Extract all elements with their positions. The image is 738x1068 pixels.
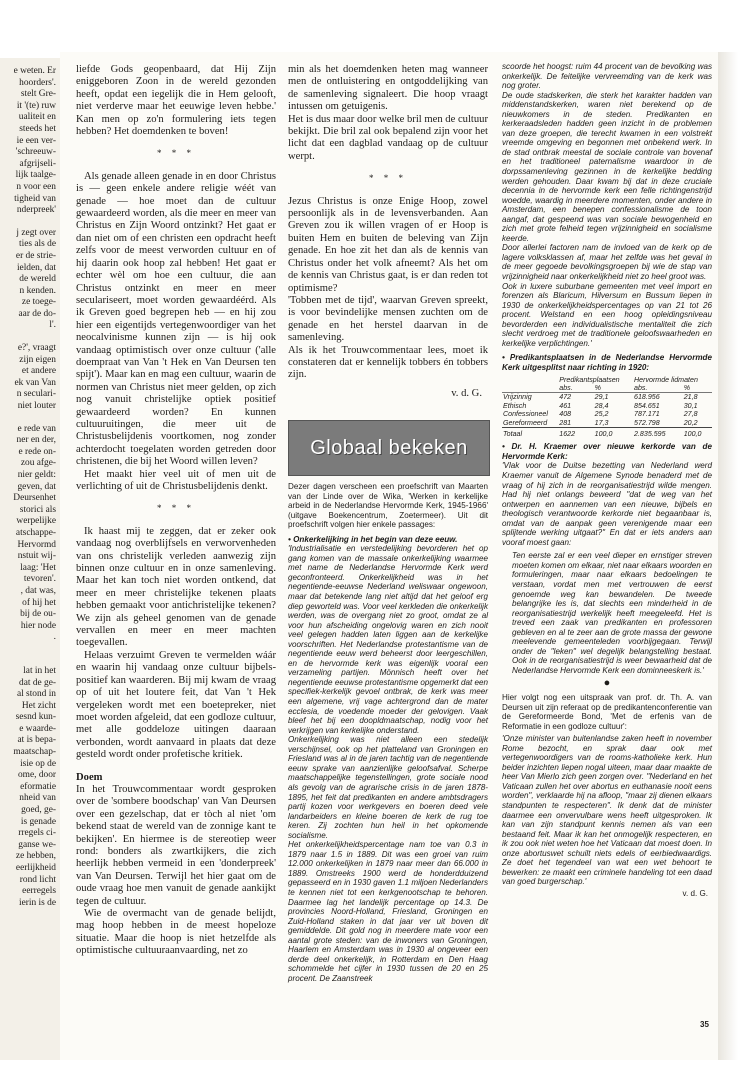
table-cell: 854.651 (634, 401, 660, 410)
statistics-table (502, 376, 712, 439)
quote-paragraph: Onkerkelijking was niet alleen een stedelijk verschijnsel, ook op het platteland van Groningen en Friesland was al in de jaren tachtig van de negentiende eeuw sprake van aanzienlijke geloofsafval. Scherpe maatschappelijke tegenstellingen, grote sociale nood als gevolg van de agrarische crisis in de jaren 1878-1895, het feit dat predikanten en andere ambtsdragers partij kozen voor werkgevers en boeren deed vele landarbeiders en kleine boeren de kerk de rug toe keren. Zij zochten hun heil in het opkomende socialisme. (288, 735, 488, 840)
fragment-line: n seculari- (16, 389, 56, 400)
section-banner (288, 420, 490, 476)
fragment-line: steeds het (19, 123, 56, 134)
fragment-line: is genade (20, 816, 56, 827)
fragment-line: goed, ge- (21, 805, 56, 816)
fragment-line: tevoren'. (23, 574, 56, 585)
table-header: abs. (633, 384, 683, 393)
table-header: abs. (558, 384, 593, 393)
table-cell: 20,2 (683, 418, 698, 427)
table-cell: Ethisch (503, 401, 527, 410)
table-cell: 17,3 (594, 418, 609, 427)
page-edge (718, 52, 738, 1060)
paragraph: Het is dus maar door welke bril men de cultuur bekijkt. Die bril zal ook bepalend zijn voor het licht dat een dagblad vandaag op de cultuur werpt. (288, 113, 488, 162)
table-cell: 787.171 (634, 410, 660, 419)
fragment-line: dat de ge- (19, 677, 56, 688)
table-cell: 1622 (558, 427, 593, 438)
fragment-line: at is bepa- (17, 735, 56, 746)
paragraph: Hier volgt nog een uitspraak van prof. dr. Th. A. van Deursen uit zijn referaat op de predikantenconferentie van de Gereformeerde Bond, 'Met de erfenis van de Reformatie in een godloze cultuur': (502, 693, 712, 731)
fragment-line: e rede van (17, 423, 56, 434)
table-group-header-row (502, 376, 712, 384)
table-cell: 472 (559, 393, 572, 402)
fragment-line: ome, door (17, 770, 56, 781)
left-fragments-group-3 (0, 343, 60, 413)
fragment-line: ie een ver- (16, 135, 56, 146)
paragraph: Als ik het Trouwcommentaar lees, moet ik constateren dat er kennelijk tobbers én tobbers zijn. (288, 344, 488, 381)
table-cell: 281 (559, 418, 572, 427)
left-fragments-group-2 (0, 228, 60, 332)
fragment-line: ganse we- (18, 839, 56, 850)
fragment-line: tigheid van (14, 193, 56, 204)
table-cell: Confessioneel (503, 410, 548, 419)
section-separator: * * * (369, 173, 407, 184)
fragment-line: sesnd kun- (15, 712, 56, 723)
fragment-line: de wereld (19, 274, 56, 285)
table-cell: Totaal (502, 427, 558, 438)
table-cell: 618.956 (634, 393, 660, 402)
fragment-line: 'schreeuw- (15, 147, 56, 158)
fragment-line: maatschap- (13, 747, 56, 758)
fragment-line: of hij het (22, 597, 56, 608)
table-cell: 29,1 (594, 393, 609, 402)
fragment-line: Deursenhet (13, 493, 56, 504)
table-row (502, 402, 712, 410)
fragment-line: nderpreek' (16, 205, 56, 216)
fragment-line: e weten. Er (13, 66, 56, 76)
fragment-line: eformatie (20, 781, 56, 792)
table-row (502, 410, 712, 418)
table-cell: 2.835.595 (633, 427, 683, 438)
page-number: 35 (700, 1020, 709, 1029)
table-cell: Vrijzinnig (503, 393, 532, 402)
fragment-line: n voor een (16, 181, 56, 192)
fragment-line: ek van Van (14, 377, 56, 388)
paragraph: Ik haast mij te zeggen, dat er zeker ook vandaag nog overblijfsels en verworvenheden van ons christelijk verleden aanwezig zijn binnen onze cultuur en in onze samenleving. Maar het kan toch niet worden ontkend, dat meer en meer christelijke tekenen plaats hebben gemaakt voor antichristelijke tekenen? We zijn als geheel genomen van de genade vervallen en meer en meer machten toegevallen. (76, 525, 276, 649)
fragment-line: niet louter (17, 401, 56, 412)
intro-paragraph: Dezer dagen verscheen een proefschrift van Maarten van der Linde over de Wika, 'Werken in kerkelijke arbeid in de Nederlandse Hervormde Kerk, 1945-1966' (uitgave Boekencentrum, Zoetermeer). Uit dit proefschrift volgen hier enkele passages: (288, 482, 488, 530)
fragment-line: j zegt over (16, 227, 56, 238)
table-subheader-row (502, 384, 712, 393)
fragment-line: e?', vraagt (17, 343, 56, 354)
fragment-line: nheid van (19, 793, 56, 804)
table-header: % (683, 384, 712, 393)
fragment-line: ielden, dat (16, 262, 56, 273)
quote-paragraph: Door allerlei factoren nam de invloed van de kerk op de lagere volksklassen af, maar het zelfde was het geval in de meer gegoede bevolkingsgroepen bij wie de stap van vrijzinnigheid naar onkerkelijkheid niet zo heel groot was. (502, 243, 712, 282)
table-cell: Gereformeerd (503, 418, 548, 427)
fragment-line: geven, dat (17, 481, 56, 492)
section-separator: * * * (157, 148, 195, 159)
left-fragments-group-1 (0, 58, 60, 217)
table-cell: 25,2 (594, 410, 609, 419)
fragment-line: hier node (20, 620, 56, 631)
fragment-line: aar de do- (18, 308, 56, 319)
fragment-line: e waarde- (19, 723, 56, 734)
block-quote: Ten eerste zal er een veel dieper en ernstiger streven moeten komen om elkaar, niet naar elkaars woorden en formuleringen, maar naar elkaars bedoelingen te verstaan, vordat men met vertrouwen de eerst genoemde weg kan bewandelen. De tweede belangrijke les is, dat slechts een minderheid in de reorganisatiestrijd werkelijk heeft meegeleefd. Het is treved een zaak van predikanten en professoren gebleven en al te zeer aan de grote massa der gewone meelevende gemeenteleden voorbijgegaan. Terwijl onder de "leken" wel degelijk belangstelling bestaat. Ook in de reorganisatiestrijd is weer bewaarheid dat de Nederlandse Hervormde Kerk een dominneeskerk is.' (512, 551, 712, 675)
fragment-line: Hervormd (17, 539, 56, 550)
table-cell: 100,0 (594, 427, 633, 438)
fragment-line: n kenden. (19, 285, 56, 296)
fragment-line: storici als (19, 504, 56, 515)
fragment-line: . (53, 632, 56, 643)
left-page-fragment (0, 58, 62, 1060)
fragment-line: lat in het (23, 665, 56, 676)
fragment-line: werpelijke (16, 516, 56, 527)
fragment-line: ierin is de (19, 897, 56, 908)
fragment-line: ze hebben, (15, 851, 56, 862)
table-cell: 100,0 (683, 427, 712, 438)
table-row (502, 393, 712, 402)
table-cell: 30,1 (683, 401, 698, 410)
fragment-line: l'. (49, 320, 56, 331)
fragment-line: ner en der, (16, 435, 56, 446)
fragment-line: al stond in (16, 689, 56, 700)
table-cell: 408 (559, 410, 572, 419)
quote-paragraph: scoorde het hoogst: ruim 44 procent van de bevolking was onkerkelijk. De feitelijke vervreemding van de kerk was nog groter. (502, 62, 712, 91)
quote-paragraph: 'Onze minister van buitenlandse zaken heeft in november Rome bezocht, en sprak daar ook met vertegenwoordigers van de rooms-katholieke kerk. Hun beider inzichten liepen nogal uiteen, maar daar maakte de heer Van Mierlo zich geen zorgen over. "Nederland en het Vaticaan zullen het over abortus en euthanasie nooit eens worden", verklaarde hij na afloop, "maar zij dienen elkaars standpunten te respecteren". Ik denk dat de minister daarmee een onvervulbare wens heeft uitgesproken. Ik kan van zijn standpunt kennis nemen als van een bestaand feit. Maar ik kan het onmogelijk respecteren, en ik zou ook niet weten hoe het Vaticaan dat moest doen. In onze abortuswet schuilt niets edels of eerbiedwaardigs. Ze doet het tegendeel van wat een wet behoort te bewerken: ze maakt een criminele handeling tot een daad van goed burgerschap.' (502, 734, 712, 887)
left-fragments-group-5 (0, 666, 60, 909)
paragraph: min als het doemdenken heten mag wanneer men de ontluistering en ontgoddelijking van de samenleving signaleert. Die hoop vraagt intussen om getuigenis. (288, 64, 488, 113)
fragment-line: afgrijseli- (19, 158, 56, 169)
quote-paragraph: 'Industrialisatie en verstedelijking bevorderen het op gang komen van de massale onkerkelijking waarmee met name de Nederlandse Hervormde Kerk werd geconfronteerd. Onkerkelijkheid was in het negentiende-eeuwse Nederland weliswaar ongewoon, maar dat betekende lang niet altijd dat het geloof erg diep geworteld was. Voor veel kerkleden die onkerkelijk werden, was de overgang niet zo groot, omdat ze al voor hun afscheiding ongelovig waren en zich nooit veel gelegen hadden laten liggen aan de kerkelijke voorschriften. Het Nederlandse protestantisme van de negentiende eeuw werd beheerst door leergeschillen, en de hervormde kerk was eigenlijk vooral een verzameling partijen. Mönnisch heeft over het negentiende eeuwse protestantisme opgemerkt dat een specifiek-kerkelijk gevoel ontbrak, de kerk was meer een algemene, vrij vage achtergrond dan de mater ecclesia, de voedende moeder der gelovigen. Vaak bleef het bij een doopldmaatschap, nodig voor het verkrijgen van kerkelijke onderstand. (288, 544, 488, 735)
globaal-bekeken-column-2 (502, 62, 712, 899)
subheading: • Onkerkelijking in het begin van deze eeuw. (288, 534, 458, 544)
fragment-line: bij de ou- (20, 609, 56, 620)
table-cell: 572.798 (634, 418, 660, 427)
quote-paragraph: 'Vlak voor de Duitse bezetting van Nederland werd Kraemer vanuit de Algemene Synode benaderd met de vraag of hij zich in de reorganisatiestrijd wilde mengen. Had hij niet onlangs beweerd "dat de weg van het ontwerpen en aannemen van een nieuwe, bijbels en theologisch verantwoorde kerkorde niet begaanbaar is, omdat van de aanpak geen verenigende maar een splijtende werking uitgaat?" En dat er iets anders aan vooraf moest gaan: (502, 461, 712, 547)
paragraph: In het Trouwcommentaar wordt gesproken over de 'sombere boodschap' van Van Deursen over een gezelschap, dat er tòch al niet 'om bekend staat de wereld van de zonnige kant te bekijken'. En hiermee is de stereotiep weer rond: bonders als zwartkijkers, die zich heerlijk hebben vermeid in een 'donderpreek' van Van Deursen. Terwijl het hier gaat om de oude vraag hoe men vanuit de genade aankijkt tegen de cultuur. (76, 783, 276, 907)
paragraph: liefde Gods geopenbaard, dat Hij Zijn eniggeboren Zoon in de wereld gezonden heeft, opdat een iegelijk die in Hem gelooft, niet verderve maar het eeuwige leven hebbe.' Kan men op zo'n formulering iets tegen hebben? Het doemdenken te boven! (76, 64, 276, 138)
section-separator: * * * (157, 503, 195, 514)
fragment-line: zijn eigen (19, 354, 56, 365)
fragment-line: e rede on- (18, 446, 56, 457)
fragment-line: lijk taalge- (15, 170, 56, 181)
table-header: Predikantsplaatsen (559, 375, 620, 384)
paragraph: Als genade alleen genade in en door Christus is — geen enkele andere religie wéét van genade — hoe moet dan de cultuur gewaardeerd worden, als die meer en meer van Christus en Zijn Woord ontzinkt? Het gaat er dan niet om of een christen een opdracht heeft zelfs voor de meest verworden cultuur en of hij daarin ook hoop zal hebben! Het gaat er echter wèl om hoe een cultuur, die aan Christus ontzinkt en meer en meer seculariseert, moet worden gewaardéérd. Als ik Greven goed begrepen heb — en hij zou hier een eigentijds vertegenwoordiger van het neocalvinisme kunnen zijn — is hij ook vandaag optimistisch over onze cultuur ('alle doempraat van Van 't Hek en Van Deursen ten spijt'). Maar kan en mag een cultuur, waarin de normen van Christus niet meer gelden, op zich nog vanuit christelijke optiek positief gewaardeerd worden? En kunnen cultuuruitingen, die meer uit de Christusbelijdenis voortkomen, nog zonder achterdocht toegelaten worden getreden door christenen, die bij het Woord willen leven? (76, 170, 276, 468)
fragment-line: isie op de (20, 758, 56, 769)
fragment-line: ualiteit en (18, 112, 56, 123)
fragment-line: stelt Gre- (20, 89, 56, 100)
author-signature: v. d. G. (451, 387, 482, 399)
quote-paragraph: Ook in luxere suburbane gemeenten met veel import en forenzen als Blaricum, Hilversum en Bussum liepen in 1930 de onkerkelijkheidspercentages op van 21 tot 26 procent. Welstand en een hoog opleidingsniveau bevorderden een individualistische mentaliteit die zich slecht verdroeg met de traditionele geloofswaarheden en kerkelijke verplichtingen.' (502, 281, 712, 348)
table-cell: 28,4 (594, 401, 609, 410)
table-total-row (502, 427, 712, 438)
globaal-bekeken-column (288, 482, 488, 983)
section-heading: Doem (76, 771, 103, 783)
bullet-separator: ● (603, 677, 611, 690)
quote-paragraph: Het onkerkelijkheidspercentage nam toe van 0.3 in 1879 naar 1.5 in 1889. Dit was een groei van ruim 12.000 onkerkelijken in 1879 naar meer dan 66.000 in 1889. Omstreeks 1900 werd de honderdduizend gepasseerd en in 1930 gaven 1.1 miljoen Nederlanders te kennen niet tot een kerkgenootschap te behoren. Daarmee lag het landelijk percentage op 14.3. De provincies Noord-Holland, Friesland, Groningen en Zuid-Holland staken in dat jaar ver uit boven dit gemiddelde. Dit gold nog in meerdere mate voor een aantal grote steden: van de inwoners van Groningen, Haarlem en Amsterdam was in 1930 al ongeveer een derde deel onkerkelijk, in Rotterdam en Den Haag schommelde het cijfer in 1930 tussen de 20 en 25 procent. De Zaanstreek (288, 840, 488, 983)
left-fragments-group-4 (0, 424, 60, 644)
quote-paragraph: De oude stadskerken, die sterk het karakter hadden van middenstandskerken, waren niet berekend op de nieuwkomers in de steden. Predikanten en kerkeraadsleden hadden geen inzicht in de problemen van deze groepen, die terecht kwamen in een volstrekt vreemde omgeving en begonnen met onbekend werk. In de stad ontbrak meestal de sociale controle van bovenaf en het traditioneel paternalisme waardoor in de dorpssamenleving gezinnen in de kerkelijke bedding werden gehouden. Daar kwam bij dat in deze cruciale decennia in de hervormde kerk een felle richtingenstrijd woedde, waardig in meerdere momenten, onder andere in Amsterdam, een benepen confessionalisme de toon aangaf, dat gespeend was van sociale bewogenheid en zich met grote felheid tegen vrijzinnigheid en socialisme keerde. (502, 90, 712, 243)
table-header: Hervormde lidmaten (634, 375, 698, 384)
fragment-line: atschappe- (15, 527, 56, 538)
fragment-line: zou afge- (20, 458, 56, 469)
table-cell: 27,8 (683, 410, 698, 419)
fragment-line: er de strie- (15, 250, 56, 261)
fragment-line: eerlijkheid (15, 863, 56, 873)
subheading: • Predikantsplaatsen in de Nederlandse Hervormde Kerk uitgesplitst naar richting in 1920: (502, 353, 712, 372)
fragment-line: laag: 'Het (20, 562, 56, 573)
fragment-line: hoorders'. (19, 77, 56, 88)
paragraph: Het maakt hier veel uit of men uit de verlichting of uit de Christusbelijdenis denkt. (76, 468, 276, 492)
fragment-line: rond licht (19, 874, 56, 885)
paragraph: Helaas verzuimt Greven te vermelden wáár en waarin hij vandaag onze cultuur bijbels-positief kan waarderen. Bij mij kwam de vraag op of uit het loutere feit, dat Van 't Hek vergeleken wordt met een boeteprеker, niet moet worden afgeleid, dat een godloze cultuur, met alle goddeloze uitingen daaraan verbonden, wordt aanvaard in plaats dat deze gesteld wordt onder profetische kritiek. (76, 649, 276, 761)
paragraph: 'Tobben met de tijd', waarvan Greven spreekt, is voor bevindelijke mensen zuchten om de genade en het herstel daarvan in de samenleving. (288, 294, 488, 344)
table-row (502, 419, 712, 428)
fragment-line: , dat was, (20, 585, 56, 596)
article-column-2 (288, 64, 488, 400)
fragment-line: rregels ci- (18, 828, 56, 839)
fragment-line: it '(te) ruw (16, 100, 56, 111)
table-cell: 461 (559, 401, 572, 410)
fragment-line: nstuit wij- (17, 551, 56, 562)
paragraph: Wie de overmacht van de genade belijdt, mag hoop hebben in de meest hopeloze situatie. Maar die hoop is niet hetzelfde als optimistische cultuuraanvaarding, net zo (76, 908, 276, 957)
fragment-line: ties als de (19, 239, 56, 250)
banner-title: Globaal bekeken (310, 436, 468, 459)
fragment-line: ze toege- (21, 297, 56, 308)
paragraph: Jezus Christus is onze Enige Hoop, zowel persoonlijk als in de levensverbanden. Aan Greven zou ik willen vragen of er Hoop is buiten Hem en buiten de beleving van Zijn genade. En hoe zit het dan als de kennis van Christus onder het volk afneemt? Als het om de kennis van Christus gaat, is er dan reden tot optimisme? (288, 195, 488, 294)
table-cell: 21,8 (683, 393, 698, 402)
fragment-line: eerregels (22, 886, 56, 897)
subheading: • Dr. H. Kraemer over nieuwe kerkorde van de Hervormde Kerk: (502, 442, 712, 461)
article-column-1 (76, 64, 276, 958)
author-signature: v. d. G. (682, 888, 708, 898)
fragment-line: Het zicht (21, 700, 56, 711)
fragment-line: nier geldt: (17, 470, 56, 480)
fragment-line: et andere (21, 366, 56, 377)
table-header: % (594, 384, 633, 393)
